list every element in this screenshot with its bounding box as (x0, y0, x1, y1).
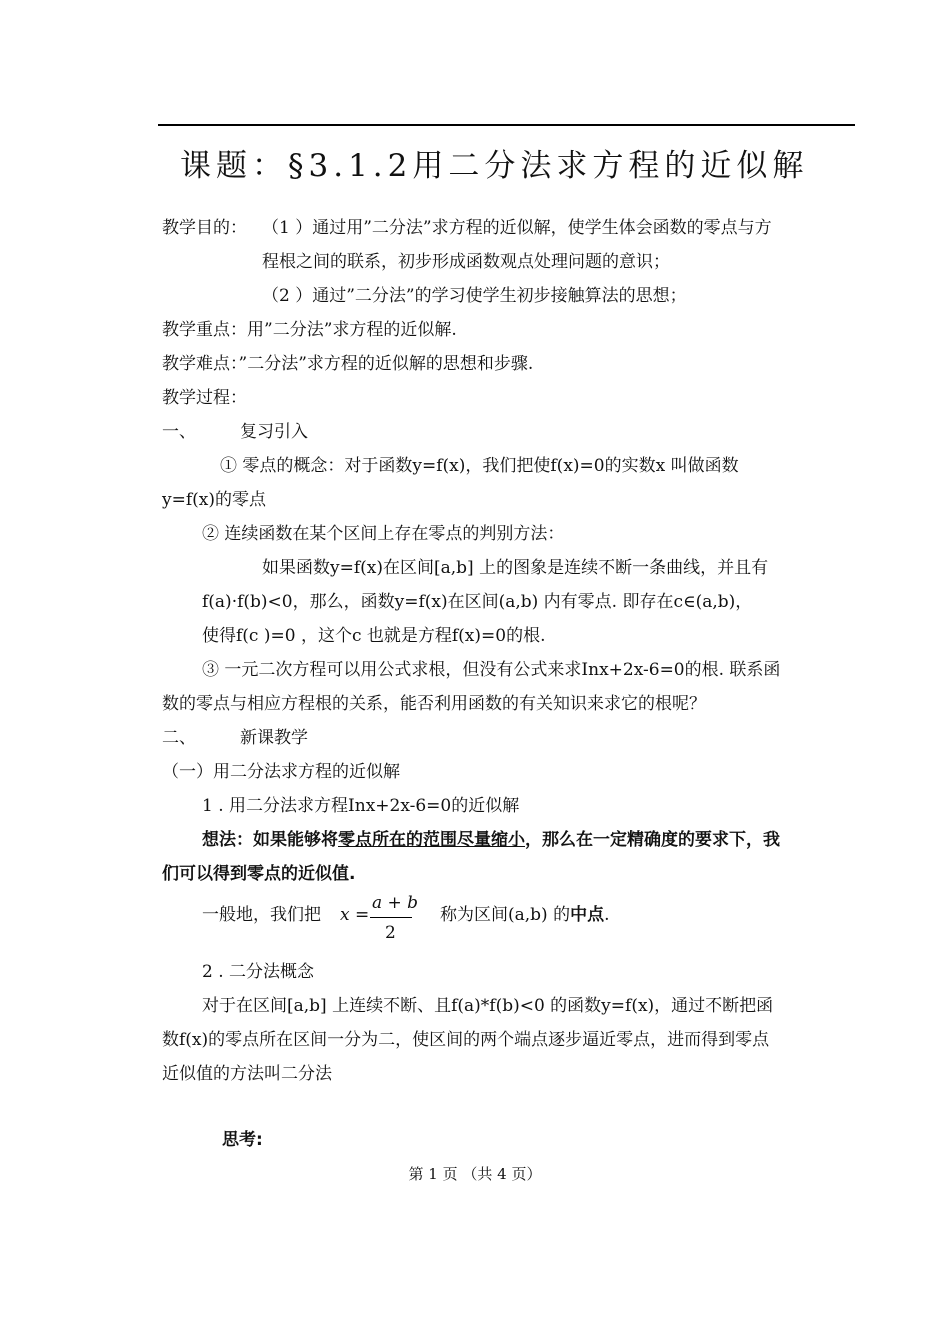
idea-post: ，那么在一定精确度的要求下，我 (525, 830, 780, 850)
idea-pre: 如果能够将 (253, 830, 338, 850)
objective-1-line-1: （1 ）通过用”二分法”求方程的近似解，使学生体会函数的零点与方 (262, 218, 772, 238)
objective-2: （2 ）通过”二分法”的学习使学生初步接触算法的思想； (262, 286, 687, 306)
review-point-2-line-3: 使得f(c )=0 ，这个c 也就是方程f(x)=0的根. (202, 626, 546, 646)
objectives-label: 教学目的： (162, 218, 247, 238)
review-point-2: ② 连续函数在某个区间上存在零点的判别方法： (202, 524, 565, 544)
midpoint-formula (340, 893, 450, 953)
review-point-1-line-1: ① 零点的概念：对于函数y=f(x)，我们把使f(x)=0的实数x 叫做函数 (220, 456, 739, 476)
header-rule (158, 124, 855, 126)
think-label: 思考: (222, 1130, 263, 1150)
section-2-title: 新课教学 (240, 728, 308, 748)
page-footer: 第 1 页 （共 4 页） (408, 1165, 542, 1183)
review-point-3-line-2: 数的零点与相应方程根的关系，能否利用函数的有关知识来求它的根呢？ (162, 694, 706, 714)
item-2: 2 . 二分法概念 (202, 962, 315, 982)
fraction-bar (370, 917, 412, 918)
idea-line-2: 们可以得到零点的近似值. (162, 864, 356, 884)
subsection-1-title: （一）用二分法求方程的近似解 (162, 762, 400, 782)
idea-underlined: 零点所在的范围尽量缩小 (338, 830, 525, 850)
definition-line-2: 数f(x)的零点所在区间一分为二，使区间的两个端点逐步逼近零点，进而得到零点 (162, 1030, 770, 1050)
review-point-2-line-2: f(a)·f(b)<0，那么，函数y=f(x)在区间(a,b) 内有零点. 即存在c∈(a,b)， (202, 592, 753, 612)
midpoint-term: 中点 (570, 905, 605, 925)
formula-lhs: x = (340, 905, 370, 925)
formula-numerator: a + b (372, 893, 419, 913)
midpoint-post-text: 称为区间(a,b) 的 (440, 905, 571, 925)
midpoint-text-pre: 一般地，我们把 (202, 905, 321, 925)
review-point-1-line-2: y=f(x)的零点 (162, 490, 266, 510)
formula-denominator: 2 (385, 923, 396, 943)
review-point-2-line-1: 如果函数y=f(x)在区间[a,b] 上的图象是连续不断一条曲线，并且有 (262, 558, 769, 578)
page-title: 课题：§3.1.2用二分法求方程的近似解 (180, 148, 809, 184)
idea-label: 想法： (202, 830, 253, 850)
objective-1-line-2: 程根之间的联系，初步形成函数观点处理问题的意识； (262, 252, 670, 272)
definition-line-3: 近似值的方法叫二分法 (162, 1064, 332, 1084)
midpoint-text-post (440, 904, 610, 926)
section-1-title: 复习引入 (240, 422, 308, 442)
item-1: 1 . 用二分法求方程Inx+2x-6=0的近似解 (202, 796, 520, 816)
midpoint-end: . (604, 905, 610, 925)
section-2-number: 二、 (162, 728, 196, 748)
difficulty: 教学难点：”二分法”求方程的近似解的思想和步骤. (162, 354, 534, 374)
process-label: 教学过程： (162, 388, 247, 408)
idea-line-1 (202, 829, 780, 851)
section-1-number: 一、 (162, 422, 196, 442)
review-point-3-line-1: ③ 一元二次方程可以用公式求根，但没有公式来求Inx+2x-6=0的根. 联系函 (202, 660, 781, 680)
key-point: 教学重点：用”二分法”求方程的近似解. (162, 320, 457, 340)
definition-line-1: 对于在区间[a,b] 上连续不断、且f(a)*f(b)<0 的函数y=f(x)，通过不断把函 (202, 996, 774, 1016)
